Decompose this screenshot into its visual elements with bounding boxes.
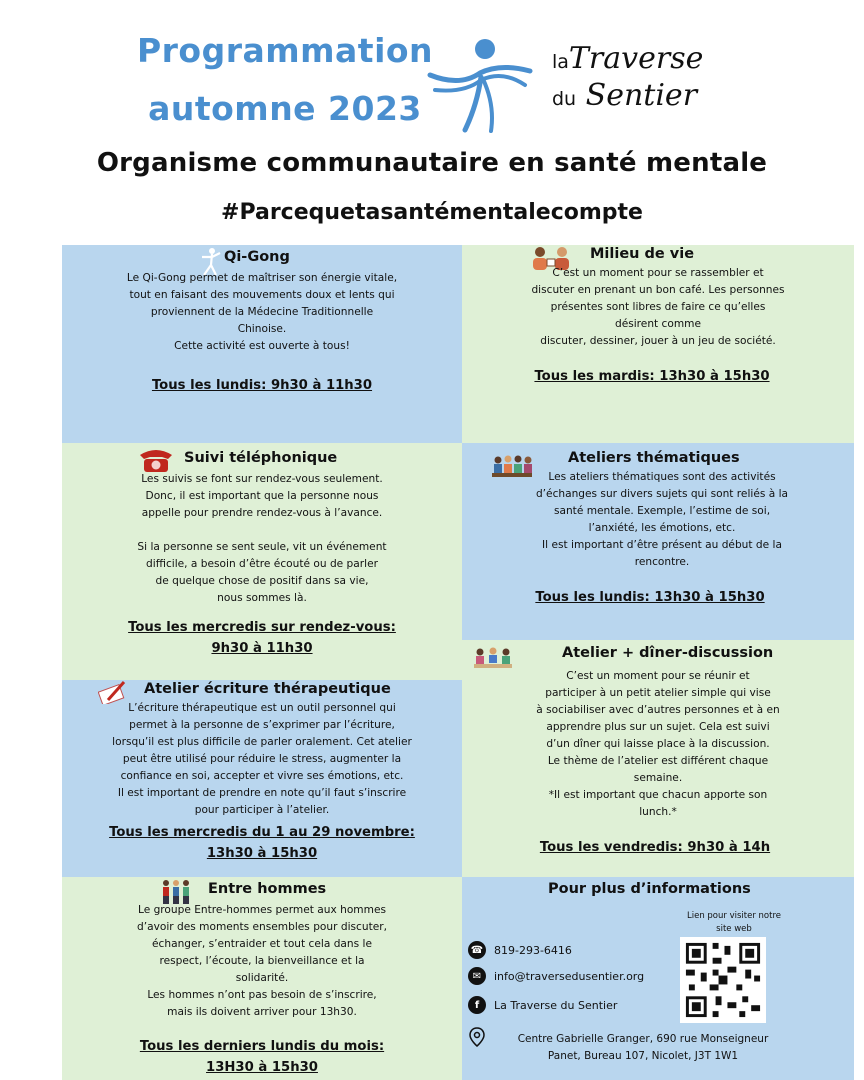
panel-ateliers-text: Les ateliers thématiques sont des activités d’échanges sur divers sujets qui sont reliés à la santé mentale. Exemple, l’estime de soi, l’anxiété, les émotions, etc. Il est important d’être présent au début de la rencontre. [535, 471, 789, 568]
panel-suivi-telephonique [62, 443, 462, 680]
panel-diner-text: C’est un moment pour se réunir et participer à un petit atelier simple qui vise à sociabiliser avec d’autres personnes et à en apprendre plus sur un sujet. Cela est suivi d’un dîner qui laisse place à la discussion. Le thème de l’atelier est différent chaque semaine. *Il est important que chacun apporte son lunch.* [536, 670, 780, 818]
panel-hommes-schedule: Tous les derniers lundis du mois: 13H30 à 15h30 [139, 1039, 385, 1075]
panel-ecriture-text: L’écriture thérapeutique est un outil personnel qui permet à la personne de s’exprimer par l’écriture, lorsqu’il est plus difficile de parler oralement. Cet atelier peut être utilisé pour réduire le stress, augmenter la confiance en soi, accepter et vivre ses émotions, etc. Il est important de prendre en note qu’il faut s’inscrire pour participer à l’atelier. [112, 702, 412, 816]
panel-milieu-title: Milieu de vie [590, 246, 695, 262]
program-title: Programmation automne 2023 [136, 31, 434, 128]
phone-icon: ☎ [468, 941, 486, 959]
panel-milieu-schedule: Tous les mardis: 13h30 à 15h30 [534, 369, 770, 384]
hashtag: #Parcequetasantémentalecompte [221, 200, 643, 225]
telephone-icon [138, 447, 174, 473]
qr-caption: Lien pour visiter notre site web [687, 911, 781, 934]
panel-milieu-de-vie [462, 245, 854, 443]
contact-facebook[interactable]: f La Traverse du Sentier [468, 996, 617, 1014]
email-icon: ✉ [468, 967, 486, 985]
panel-suivi-text: Les suivis se font sur rendez-vous seulement. Donc, il est important que la personne nous appelle pour prendre rendez-vous à l’avance. Si la personne se sent seule, vit un événement difficile, a besoin d’être écouté ou de parler de quelque chose de positif dans sa vie, nous sommes là. [137, 473, 387, 604]
panel-qigong-schedule: Tous les lundis: 9h30 à 11h30 [151, 378, 373, 393]
panel-ecriture-schedule: Tous les mercredis du 1 au 29 novembre: 13h30 à 15h30 [109, 825, 415, 861]
panel-qigong [62, 245, 462, 443]
panel-hommes-title: Entre hommes [208, 881, 327, 897]
panel-suivi-schedule: Tous les mercredis sur rendez-vous: 9h30 à 11h30 [128, 620, 396, 656]
panel-contact: Pour plus d’informations Lien pour visiter notre site web ☎ 819-293-6416 ✉ info@traversedusentier.org f La Traverse du Sentier Centre Gabrielle Granger, 690 rue Monseigneur Panet, Bureau 107, Nicolet, J3T 1W1 [462, 877, 854, 1080]
location-pin-icon [468, 1027, 486, 1047]
facebook-icon: f [468, 996, 486, 1014]
panel-ateliers-schedule: Tous les lundis: 13h30 à 15h30 [535, 590, 765, 605]
panel-diner-title: Atelier + dîner-discussion [562, 645, 774, 661]
panel-qigong-title: Qi-Gong [224, 249, 290, 265]
contact-phone[interactable]: ☎ 819-293-6416 [468, 941, 572, 959]
organization-subtitle: Organisme communautaire en santé mentale [96, 148, 768, 178]
panel-ateliers-title: Ateliers thématiques [568, 450, 740, 466]
panel-ateliers-thematiques [462, 443, 854, 640]
contact-email[interactable]: ✉ info@traversedusentier.org [468, 967, 644, 985]
logo-figure-icon [425, 35, 535, 135]
panel-ecriture-title: Atelier écriture thérapeutique [144, 681, 391, 697]
logo-wordmark: laTraverse du Sentier [552, 41, 704, 113]
contact-title: Pour plus d’informations [548, 881, 751, 897]
panel-atelier-ecriture [62, 680, 462, 877]
panel-diner-discussion [462, 640, 854, 877]
panel-diner-schedule: Tous les vendredis: 9h30 à 14h [539, 840, 771, 855]
panel-entre-hommes [62, 877, 462, 1080]
panel-hommes-text: Le groupe Entre-hommes permet aux hommes d’avoir des moments ensembles pour discuter, échanger, s’entraider et tout cela dans le respect, l’écoute, la bienveillance et la solidarité. Les hommes n’ont pas besoin de s’inscrire, mais ils doivent arriver pour 13h30. [137, 904, 387, 1018]
qr-code[interactable] [680, 937, 766, 1023]
panel-milieu-text: C’est un moment pour se rassembler et discuter en prenant un bon café. Les personnes présentes sont libres de faire ce qu’elles désirent comme discuter, dessiner, jouer à un jeu de société. [531, 267, 785, 347]
panel-suivi-title: Suivi téléphonique [184, 450, 338, 466]
panel-qigong-text: Le Qi-Gong permet de maîtriser son énergie vitale, tout en faisant des mouvements doux et lents qui proviennent de la Médecine Traditionnelle Chinoise. Cette activité est ouverte à tous! [126, 272, 398, 352]
